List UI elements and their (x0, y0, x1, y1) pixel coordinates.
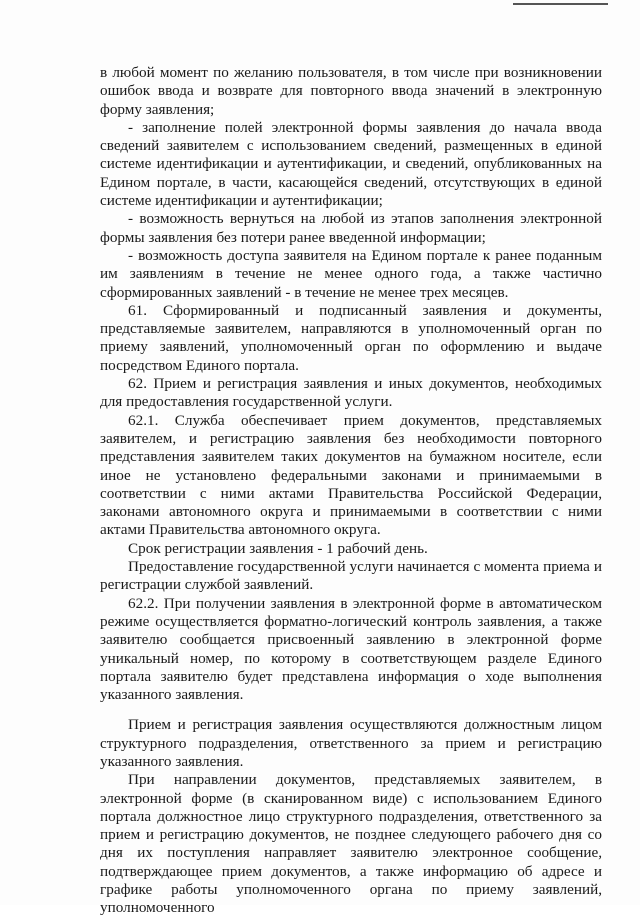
paragraph-registration-term: Срок регистрации заявления - 1 рабочий день. (128, 539, 428, 557)
document-body (100, 64, 602, 918)
paragraph-return-to-step: - возможность вернуться на любой из этапов заполнения электронной формы заявления без потери ранее введенной информации; (100, 210, 602, 246)
paragraph-62: 62. Прием и регистрация заявления и иных документов, необходимых для предоставления государственной услуги. (100, 375, 602, 411)
paragraph-access-history: - возможность доступа заявителя на Едином портале к ранее поданным им заявлениям в течение не менее одного года, а также частично сформированных заявлений - в течение не менее трех месяцев. (100, 246, 602, 301)
paragraph-61: 61. Сформированный и подписанный заявления и документы, представляемые заявителем, направляются в уполномоченный орган по приему заявлений, уполномоченный орган по оформлению и выдаче посредством Единого портала. (100, 301, 602, 374)
paragraph-62-2: 62.2. При получении заявления в электронной форме в автоматическом режиме осуществляется форматно-логический контроль заявления, а также заявителю сообщается присвоенный заявлению в электронной форме уникальный номер, по которому в соответствующем разделе Единого портала заявителю будет представлена информация о ходе выполнения указанного заявления. (100, 594, 602, 704)
paragraph-scanned-documents: При направлении документов, представляемых заявителем, в электронной форме (в сканированном виде) с использованием Единого портала должностное лицо структурного подразделения, ответственного за прием и регистрацию документов, не позднее следующего рабочего дня со дня их поступления направляет заявителю электронное сообщение, подтверждающее прием документов, а также информацию об адресе и графике работы уполномоченного органа по приему заявлений, уполномоченного (100, 771, 602, 917)
top-edge-mark (513, 3, 608, 5)
paragraph-62-1: 62.1. Служба обеспечивает прием документов, представляемых заявителем, и регистрацию заявления без необходимости повторного представления заявителем таких документов на бумажном носителе, если иное не установлено федеральными законами и принимаемыми в соответствии с ними актами Правительства Российской Федерации, законами автономного округа и принимаемыми в соответствии с ними актами Правительства автономного округа. (100, 411, 602, 539)
paragraph-responsible-officer: Прием и регистрация заявления осуществляются должностным лицом структурного подразделения, ответственного за прием и регистрацию указанного заявления. (100, 716, 602, 770)
paragraph-service-start: Предоставление государственной услуги начинается с момента приема и регистрации службой заявлений. (100, 558, 602, 594)
paragraph-continuation: в любой момент по желанию пользователя, в том числе при возникновении ошибок ввода и возврате для повторного ввода значений в электронную форму заявления; (100, 64, 602, 118)
paragraph-autofill-fields: - заполнение полей электронной формы заявления до начала ввода сведений заявителем с использованием сведений, размещенных в единой системе идентификации и аутентификации, и сведений, опубликованных на Едином портале, в части, касающейся сведений, отсутствующих в единой системе идентификации и аутентификации; (100, 118, 602, 210)
